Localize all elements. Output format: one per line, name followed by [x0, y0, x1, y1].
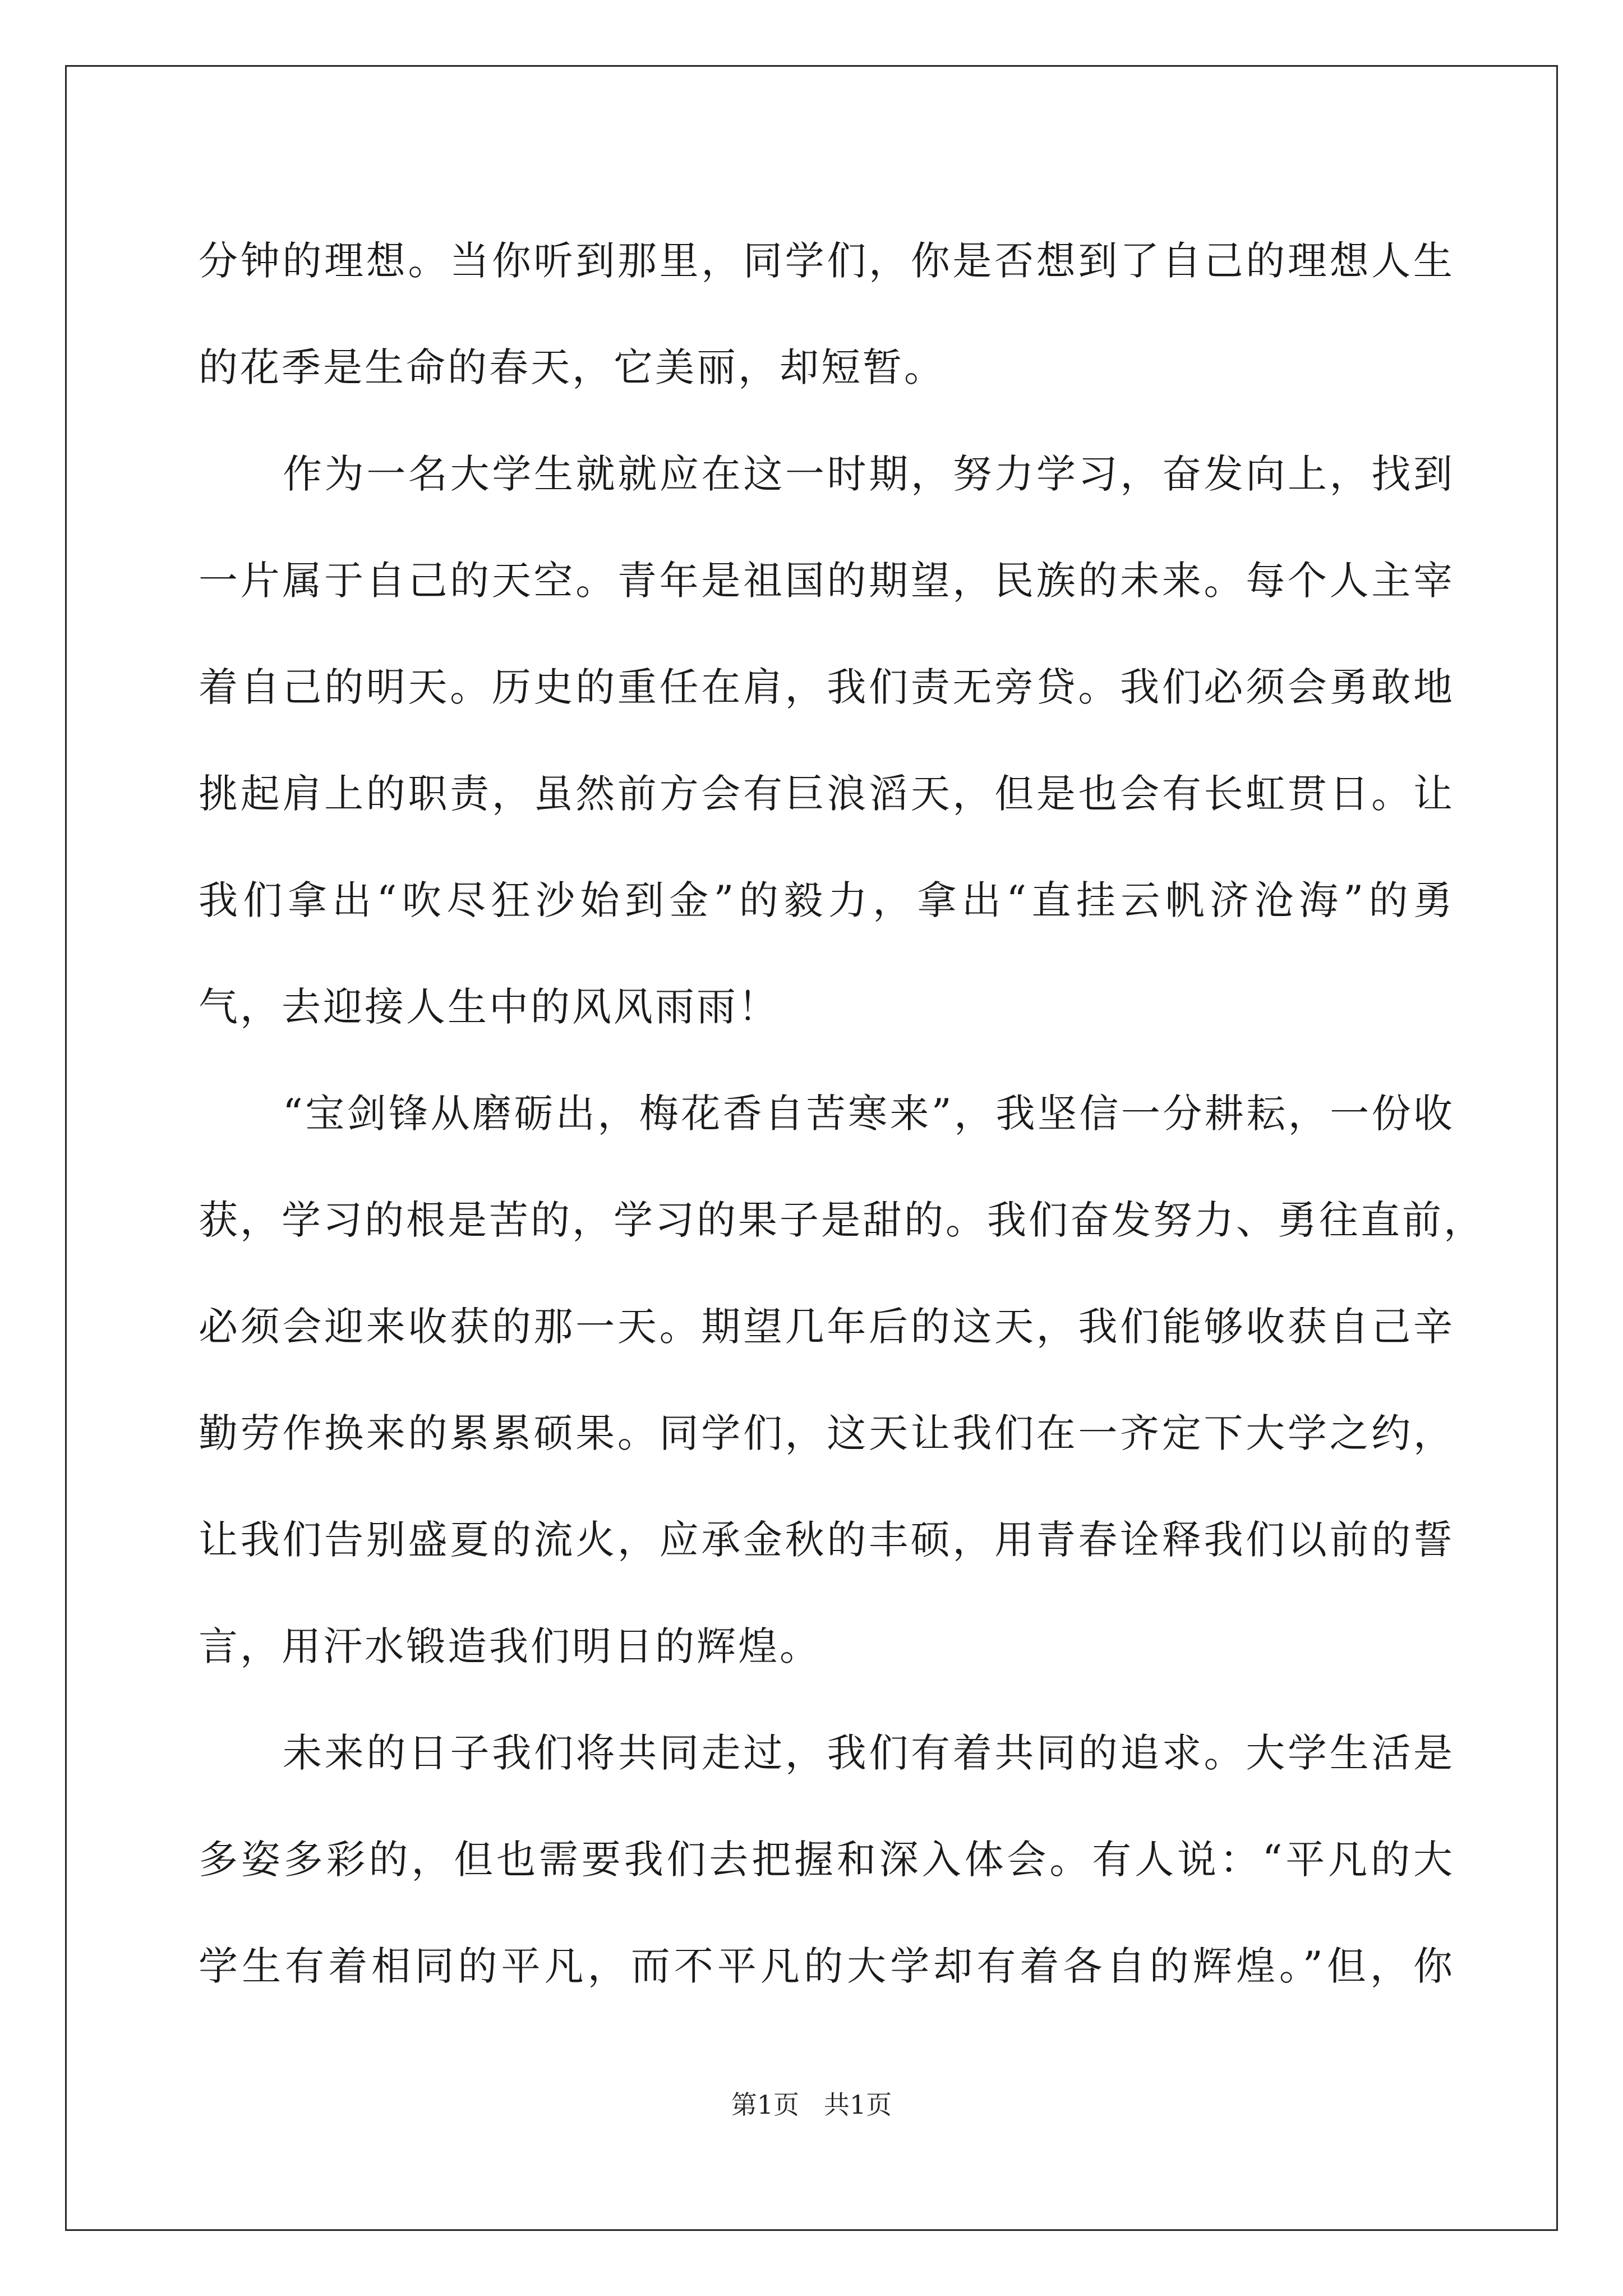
footer-spacer — [799, 2090, 824, 2120]
text-line: 获，学习的根是苦的，学习的果子是甜的。我们奋发努力、勇往直前， — [199, 1197, 1485, 1243]
text-line: 着自己的明天。历史的重任在肩，我们责无旁贷。我们必须会勇敢地 — [199, 664, 1455, 710]
page-total: 共1页 — [823, 2090, 892, 2120]
text-line: 未来的日子我们将共同走过，我们有着共同的追求。大学生活是 — [283, 1730, 1455, 1776]
text-line: 言，用汗水锻造我们明日的辉煌。 — [199, 1623, 821, 1669]
text-line: 的花季是生命的春天，它美丽，却短暂。 — [199, 344, 946, 390]
text-line: 作为一名大学生就就应在这一时期，努力学习，奋发向上，找到 — [283, 451, 1455, 497]
page-footer — [0, 2088, 1623, 2122]
text-line: 让我们告别盛夏的流火，应承金秋的丰硕，用青春诠释我们以前的誓 — [199, 1517, 1455, 1563]
text-line: 勤劳作换来的累累硕果。同学们，这天让我们在一齐定下大学之约， — [199, 1410, 1455, 1456]
text-line: 挑起肩上的职责，虽然前方会有巨浪滔天，但是也会有长虹贯日。让 — [199, 771, 1455, 817]
text-line: 一片属于自己的天空。青年是祖国的期望，民族的未来。每个人主宰 — [199, 558, 1455, 604]
page-number: 第1页 — [731, 2090, 800, 2120]
text-line: 多姿多彩的，但也需要我们去把握和深入体会。有人说：“平凡的大 — [199, 1837, 1455, 1883]
text-line: 气，去迎接人生中的风风雨雨！ — [199, 984, 780, 1030]
document-body — [199, 208, 1485, 2019]
text-line: “宝剑锋从磨砺出，梅花香自苦寒来”，我坚信一分耕耘，一份收 — [283, 1091, 1455, 1137]
text-line: 分钟的理想。当你听到那里，同学们，你是否想到了自己的理想人生 — [199, 238, 1455, 284]
text-line: 学生有着相同的平凡，而不平凡的大学却有着各自的辉煌。”但，你 — [199, 1943, 1455, 1989]
text-line: 必须会迎来收获的那一天。期望几年后的这天，我们能够收获自己辛 — [199, 1304, 1455, 1350]
text-line: 我们拿出“吹尽狂沙始到金”的毅力，拿出“直挂云帆济沧海”的勇 — [199, 877, 1455, 923]
